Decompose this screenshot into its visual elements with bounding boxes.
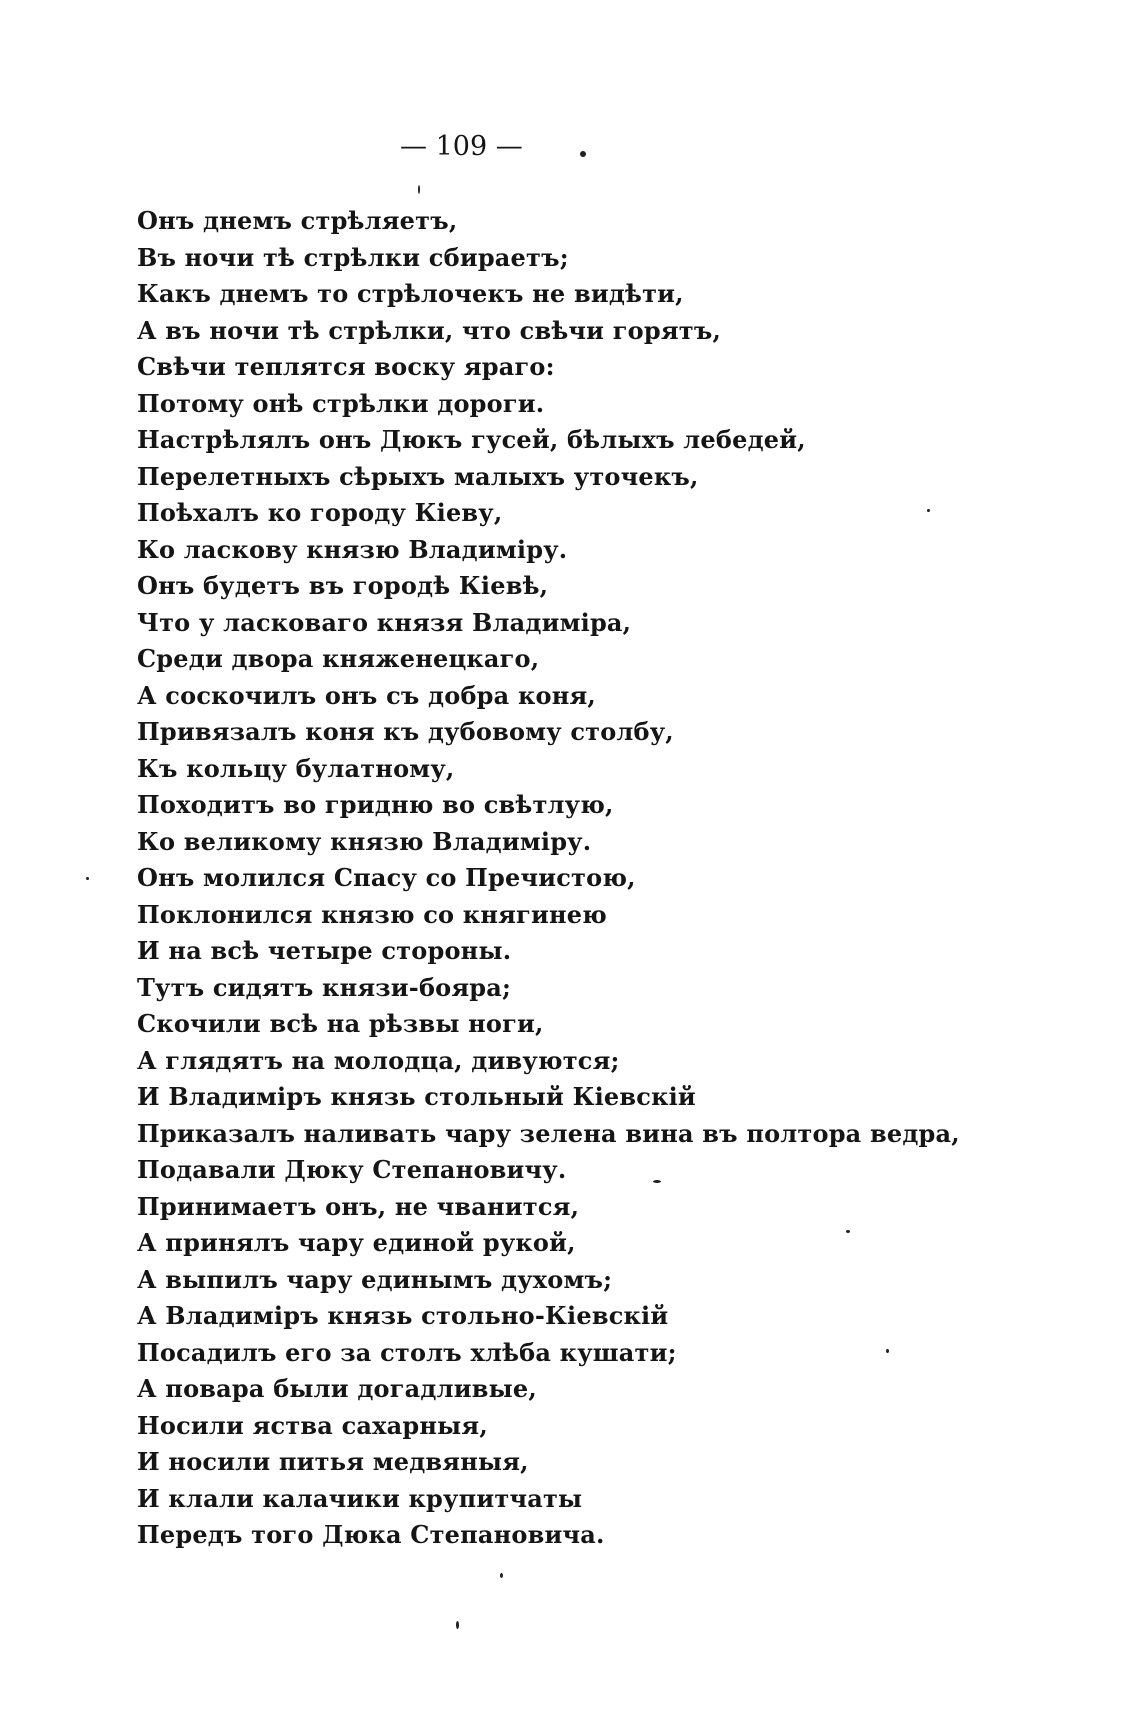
poem-line: И Владиміръ князь стольный Кіевскій [137,1082,696,1111]
poem-line: Походитъ во гридню во свѣтлую, [137,790,614,819]
poem-line: Скочили всѣ на рѣзвы ноги, [137,1009,544,1038]
poem-line: Онъ молился Спасу со Пречистою, [137,863,636,892]
poem-line: Приказалъ наливать чару зелена вина въ полтора ведра, [137,1118,960,1148]
scan-speck [456,1621,459,1629]
poem-line: Онъ будетъ въ городѣ Кіевѣ, [137,571,549,600]
poem-line: Тутъ сидятъ князи-бояра; [137,972,512,1002]
poem-line: Потому онѣ стрѣлки дороги. [137,388,545,418]
poem-line: А соскочилъ онъ съ добра коня, [137,680,596,710]
scan-speck [653,1180,661,1183]
poem-line: Принимаетъ онъ, не чванится, [137,1191,580,1221]
scan-speck [927,509,930,512]
poem-line: И носили питья медвяныя, [137,1447,529,1476]
scan-speck [500,1573,503,1578]
poem-line: Въ ночи тѣ стрѣлки сбираетъ; [137,242,569,272]
poem-line: И клали калачики крупитчаты [137,1483,583,1513]
scan-speck [846,1230,850,1233]
poem-line: Поклонился князю со княгинею [137,899,607,929]
poem-line: А Владиміръ князь стольно-Кіевскій [137,1301,669,1330]
poem-line: Что у ласковаго князя Владиміра, [137,607,632,637]
poem-line: Среди двора княженецкаго, [137,644,540,673]
poem-line: Носили яства сахарныя, [137,1410,488,1440]
poem-line: А выпилъ чару единымъ духомъ; [137,1264,613,1294]
poem-line: А повара были догадливые, [137,1374,537,1403]
scan-speck [418,185,420,194]
poem-line: Поѣхалъ ко городу Кіеву, [137,498,503,527]
poem-text [137,203,960,1554]
poem-line: Ко ласкову князю Владиміру. [137,534,568,564]
poem-line: Перелетныхъ сѣрыхъ малыхъ уточекъ, [137,461,699,491]
page-number: — 109 — [400,131,523,162]
poem-line: Привязалъ коня къ дубовому столбу, [137,717,674,746]
poem-line: Посадилъ его за столъ хлѣба кушати; [137,1337,677,1367]
poem-line: Какъ днемъ то стрѣлочекъ не видѣти, [137,279,684,308]
poem-line: Ко великому князю Владиміру. [137,826,592,856]
poem-line: Передъ того Дюка Степановича. [137,1520,605,1549]
poem-line: Свѣчи теплятся воску яраго: [137,352,555,381]
poem-line: А въ ночи тѣ стрѣлки, что свѣчи горятъ, [137,315,721,345]
poem-line: Настрѣлялъ онъ Дюкъ гусей, бѣлыхъ лебедей, [137,425,806,454]
scan-speck [86,877,89,880]
poem-line: И на всѣ четыре стороны. [137,936,512,965]
poem-line: Къ кольцу булатному, [137,753,455,783]
poem-line: Подавали Дюку Степановичу. [137,1155,567,1184]
poem-line: Онъ днемъ стрѣляетъ, [137,206,458,235]
poem-line: А принялъ чару единой рукой, [137,1228,576,1257]
scan-speck [886,1349,889,1353]
poem-line: А глядятъ на молодца, дивуются; [137,1045,620,1075]
scan-speck [580,151,586,157]
